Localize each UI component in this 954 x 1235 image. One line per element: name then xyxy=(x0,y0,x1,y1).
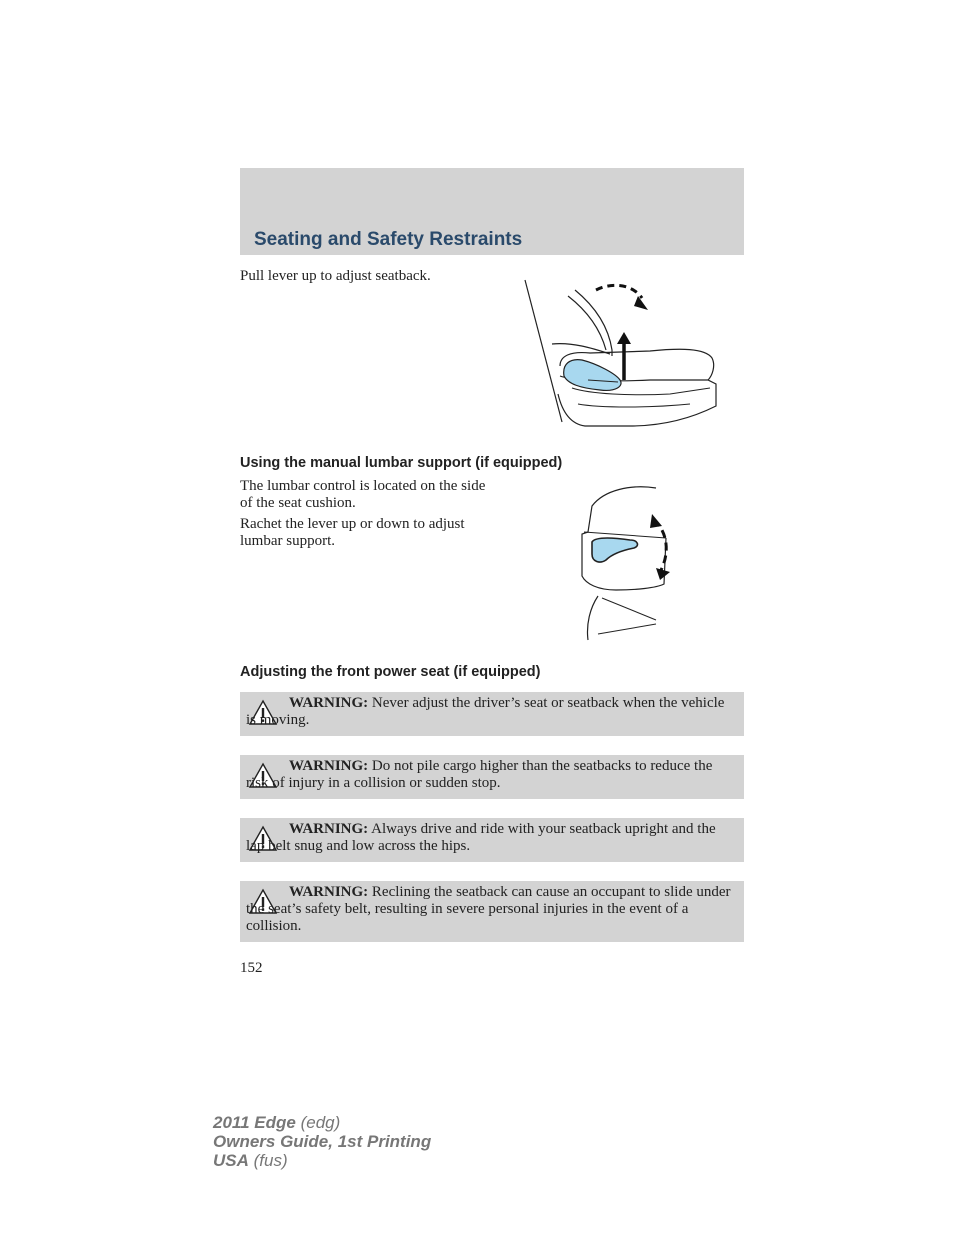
warning-body: Reclining the seatback can cause an occupant to slide under the seat’s safety belt, resulting in severe personal injuries in the event of a collision. xyxy=(246,884,731,934)
page-number: 152 xyxy=(240,960,263,976)
warning-text xyxy=(246,821,736,855)
lumbar-adjust-text: Rachet the lever up or down to adjust lumbar support. xyxy=(240,516,465,549)
warning-text xyxy=(246,884,736,935)
warning-body: Never adjust the driver’s seat or seatback when the vehicle is moving. xyxy=(246,695,725,728)
warning-text xyxy=(246,758,736,792)
footer-imprint xyxy=(213,1113,431,1170)
lumbar-lever-illustration xyxy=(576,484,676,642)
footer-guide: Owners Guide, 1st Printing xyxy=(213,1132,432,1151)
lumbar-heading: Using the manual lumbar support (if equipped) xyxy=(240,455,563,471)
warning-box xyxy=(240,755,744,799)
power-seat-heading: Adjusting the front power seat (if equipped) xyxy=(240,664,541,680)
lumbar-location-text: The lumbar control is located on the side of the seat cushion. xyxy=(240,478,486,511)
warning-box xyxy=(240,692,744,736)
warning-label: WARNING: xyxy=(289,695,369,711)
footer-market: USA xyxy=(213,1151,249,1170)
footer-line-model xyxy=(213,1113,431,1132)
warning-body: Do not pile cargo higher than the seatbacks to reduce the risk of injury in a collision or sudden stop. xyxy=(246,758,713,791)
warning-box xyxy=(240,818,744,862)
warning-text xyxy=(246,695,736,729)
seatback-instruction: Pull lever up to adjust seatback. xyxy=(240,268,431,284)
footer-line-market xyxy=(213,1151,431,1170)
footer-model: 2011 Edge xyxy=(213,1113,296,1132)
seatback-lever-illustration xyxy=(520,276,720,430)
warning-box xyxy=(240,881,744,942)
footer-model-code: (edg) xyxy=(300,1113,341,1132)
warning-label: WARNING: xyxy=(289,821,369,837)
warning-label: WARNING: xyxy=(289,758,369,774)
footer-market-code: (fus) xyxy=(253,1151,288,1170)
section-header-band xyxy=(240,168,744,255)
section-title: Seating and Safety Restraints xyxy=(254,229,523,250)
warning-body: Always drive and ride with your seatback upright and the lap belt snug and low across the hips. xyxy=(246,821,716,854)
footer-line-guide xyxy=(213,1132,431,1151)
warning-label: WARNING: xyxy=(289,884,369,900)
